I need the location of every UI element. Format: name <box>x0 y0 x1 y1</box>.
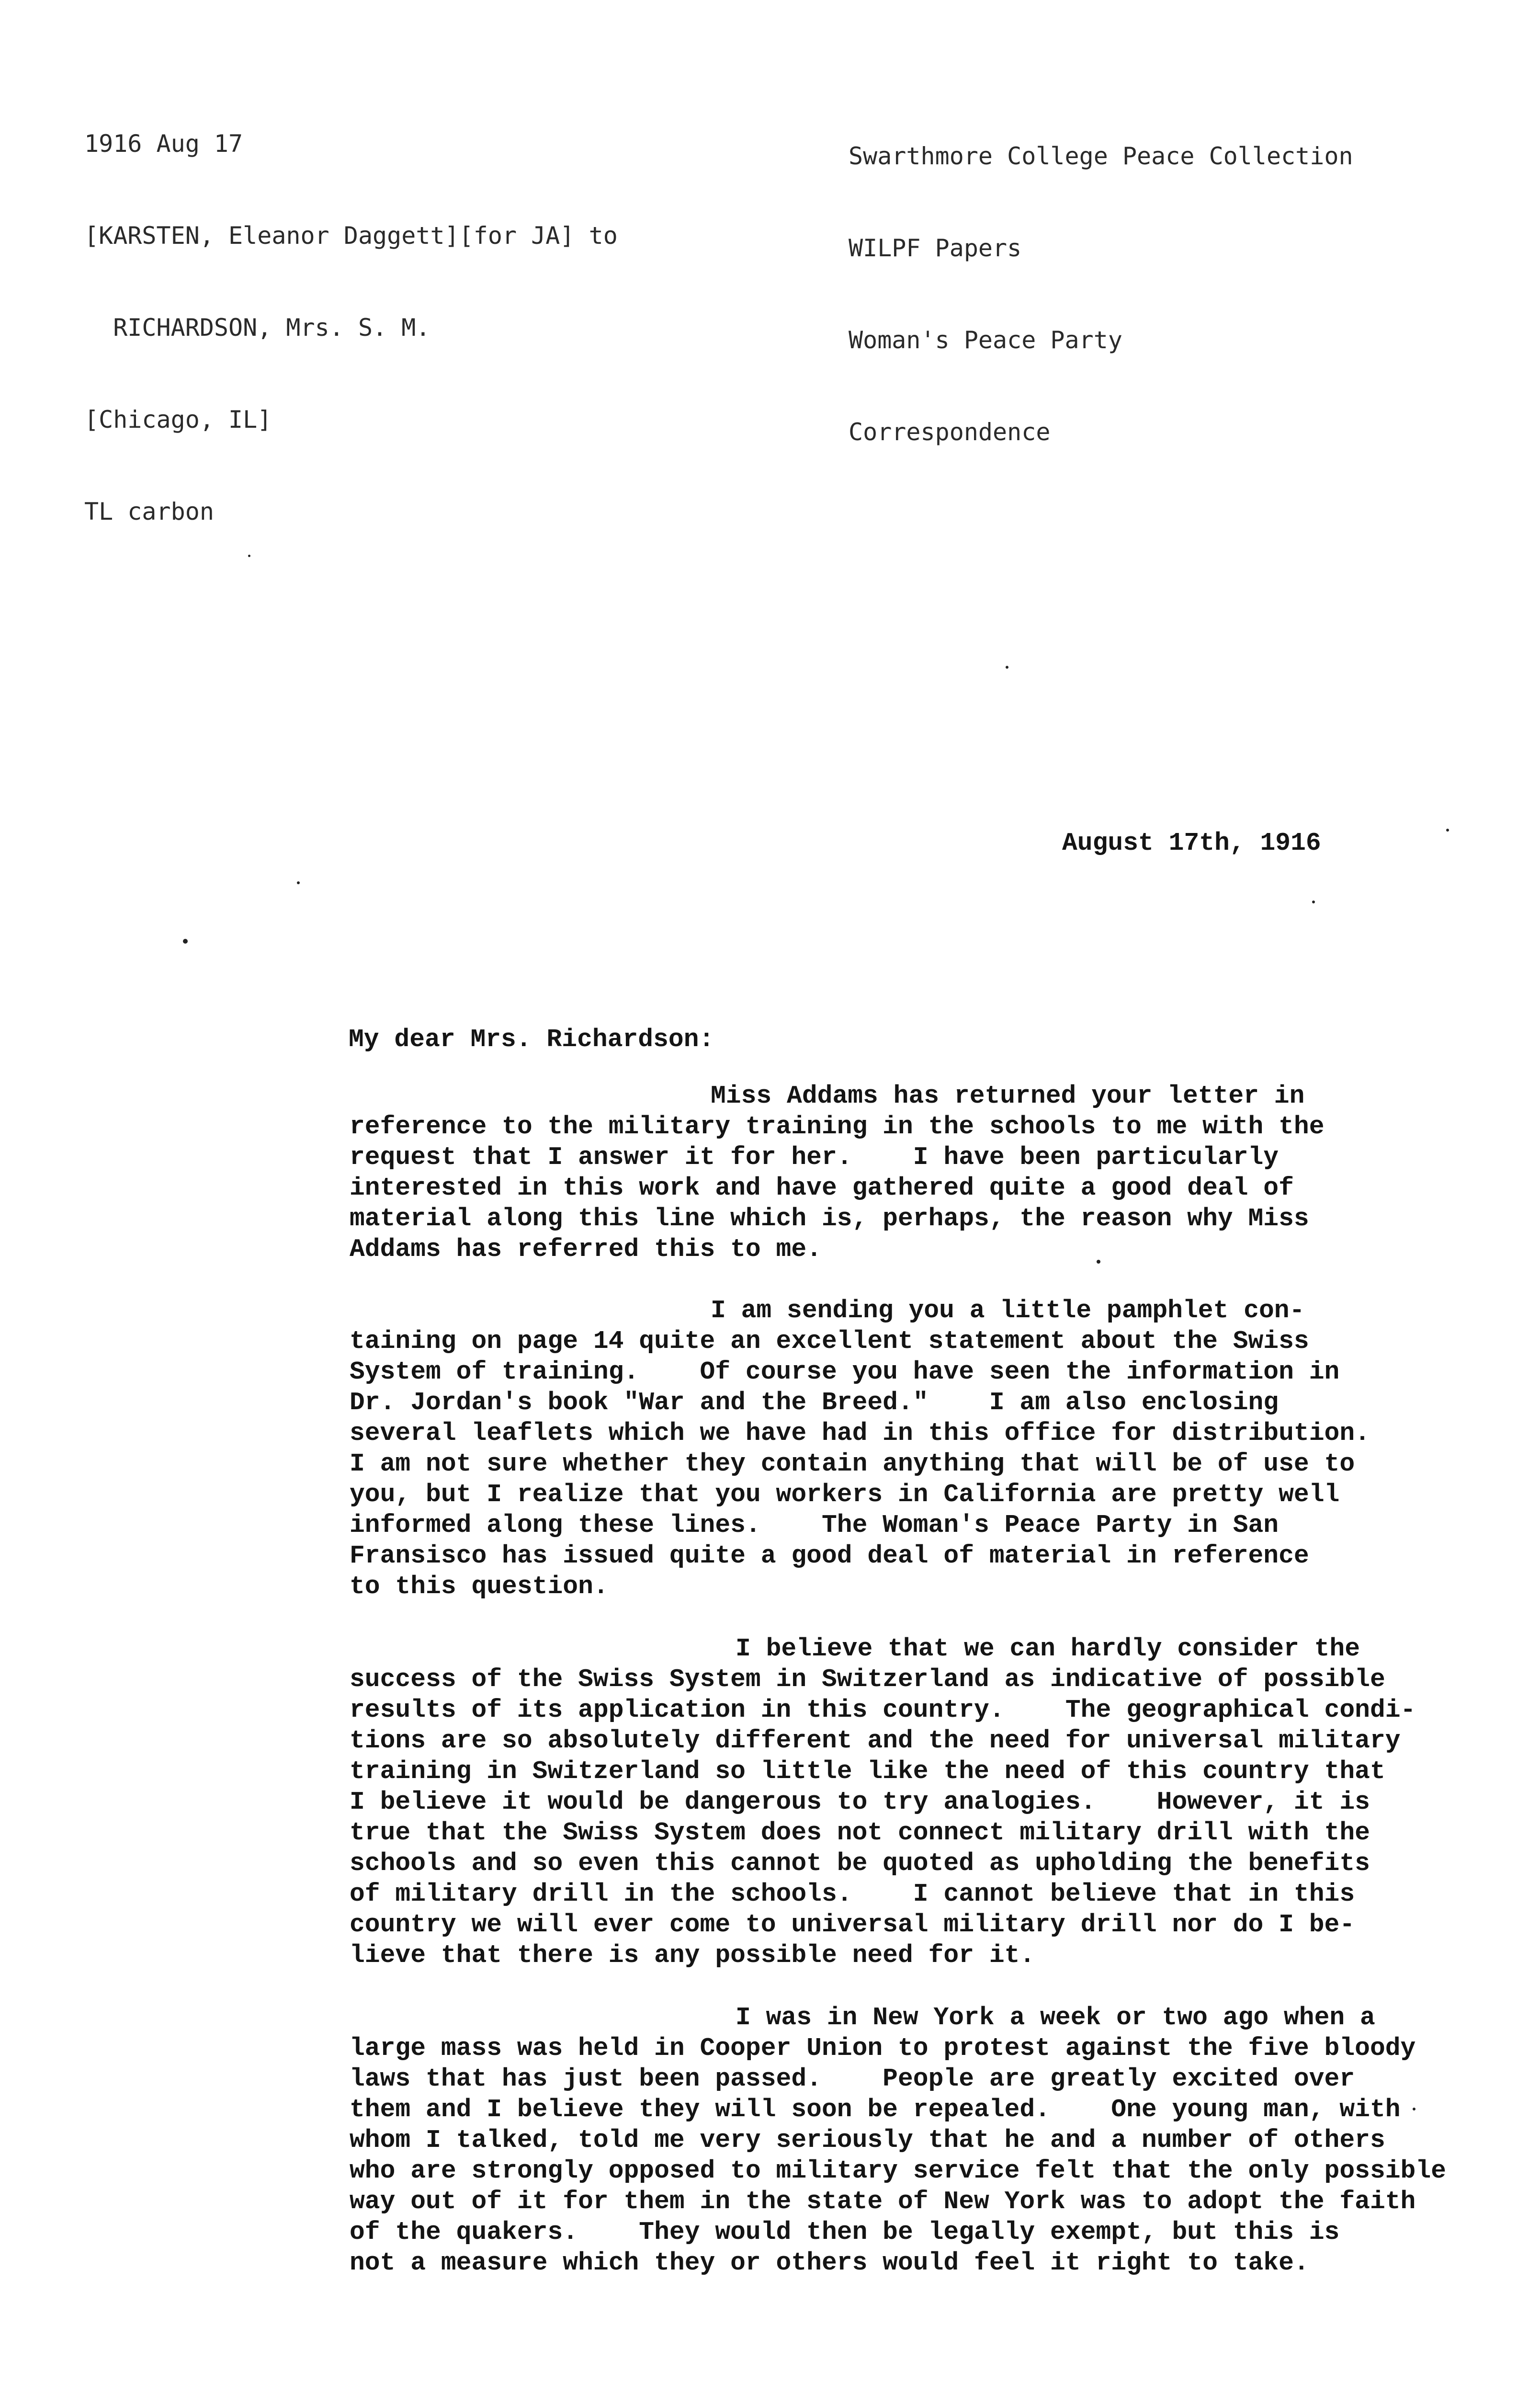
paragraph-3-line: of military drill in the schools. I cannot believe that in this <box>350 1880 1355 1908</box>
paragraph-4-line: I was in New York a week or two ago when a <box>736 2003 1375 2032</box>
paragraph-3-line: results of its application in this country. The geographical condi- <box>350 1696 1416 1724</box>
scan-speck <box>1312 901 1315 903</box>
scan-speck <box>1446 829 1449 832</box>
paragraph-3-line: country we will ever come to universal military drill nor do I be- <box>350 1910 1355 1939</box>
paragraph-3-line: true that the Swiss System does not connect military drill with the <box>350 1818 1370 1847</box>
paragraph-4-line: who are strongly opposed to military service felt that the only possible <box>350 2156 1446 2185</box>
paragraph-2-line: informed along these lines. The Woman's Peace Party in San <box>350 1511 1279 1540</box>
scan-speck <box>1097 1260 1100 1264</box>
collection-label <box>849 80 1353 478</box>
paragraph-1-line: interested in this work and have gathered quite a good deal of <box>350 1174 1294 1202</box>
paragraph-3-line: success of the Swiss System in Switzerland as indicative of possible <box>350 1665 1385 1694</box>
paragraph-1-line: Addams has referred this to me. <box>350 1235 822 1264</box>
collection-name: Swarthmore College Peace Collection <box>849 142 1353 170</box>
scan-speck <box>297 881 300 884</box>
paragraph-2-line: several leaflets which we have had in this office for distribution. <box>350 1419 1370 1448</box>
paragraph-3-line: training in Switzerland so little like the need of this country that <box>350 1757 1385 1786</box>
collection-papers: WILPF Papers <box>849 234 1022 262</box>
collection-subseries: Correspondence <box>849 418 1051 446</box>
paragraph-2-line: Dr. Jordan's book "War and the Breed." I am also enclosing <box>350 1388 1279 1417</box>
paragraph-2-line: System of training. Of course you have seen the information in <box>350 1357 1340 1386</box>
paragraph-4-line: them and I believe they will soon be repealed. One young man, with <box>350 2095 1401 2124</box>
citation-author-recipient: [KARSTEN, Eleanor Daggett][for JA] to <box>84 222 618 250</box>
paragraph-4-line: large mass was held in Cooper Union to protest against the five bloody <box>350 2034 1416 2063</box>
paragraph-3-line: tions are so absolutely different and the need for universal military <box>350 1726 1401 1755</box>
paragraph-1-line: Miss Addams has returned your letter in <box>711 1082 1305 1110</box>
paragraph-2-line: to this question. <box>350 1572 609 1601</box>
paragraph-3-line: I believe it would be dangerous to try analogies. However, it is <box>350 1788 1370 1816</box>
paragraph-4-line: laws that has just been passed. People are greatly excited over <box>350 2064 1355 2093</box>
paragraph-4-line: not a measure which they or others would feel it right to take. <box>350 2248 1309 2277</box>
paragraph-2-line: you, but I realize that you workers in California are pretty well <box>350 1480 1340 1509</box>
collection-series: Woman's Peace Party <box>849 326 1122 354</box>
letter-salutation: My dear Mrs. Richardson: <box>349 1025 714 1054</box>
citation-place: [Chicago, IL] <box>84 406 272 433</box>
paragraph-1-line: material along this line which is, perhaps, the reason why Miss <box>350 1204 1309 1233</box>
paragraph-4-line: way out of it for them in the state of New York was to adopt the faith <box>350 2187 1416 2216</box>
paragraph-4-line: whom I talked, told me very seriously that he and a number of others <box>350 2126 1385 2155</box>
citation-date: 1916 Aug 17 <box>84 130 243 158</box>
scan-speck <box>248 555 250 557</box>
paragraph-4-line: of the quakers. They would then be legally exempt, but this is <box>350 2218 1340 2247</box>
paragraph-2-line: I am not sure whether they contain anything that will be of use to <box>350 1449 1355 1478</box>
letter-date: August 17th, 1916 <box>1062 829 1321 857</box>
citation-format: TL carbon <box>84 498 214 525</box>
paragraph-3-line: lieve that there is any possible need for it. <box>350 1941 1035 1970</box>
paragraph-3-line: I believe that we can hardly consider the <box>736 1634 1360 1663</box>
scan-speck <box>1413 2108 1415 2110</box>
paragraph-1-line: request that I answer it for her. I have been particularly <box>350 1143 1279 1172</box>
archive-citation <box>84 67 618 558</box>
paragraph-2-line: I am sending you a little pamphlet con- <box>711 1296 1305 1325</box>
paragraph-2-line: Fransisco has issued quite a good deal of material in reference <box>350 1541 1309 1570</box>
scan-speck <box>1006 666 1008 669</box>
citation-recipient-line: RICHARDSON, Mrs. S. M. <box>84 314 430 342</box>
paragraph-1-line: reference to the military training in the schools to me with the <box>350 1112 1325 1141</box>
paragraph-2-line: taining on page 14 quite an excellent statement about the Swiss <box>350 1327 1309 1356</box>
paragraph-3-line: schools and so even this cannot be quoted as upholding the benefits <box>350 1849 1370 1878</box>
scan-speck <box>183 939 188 944</box>
